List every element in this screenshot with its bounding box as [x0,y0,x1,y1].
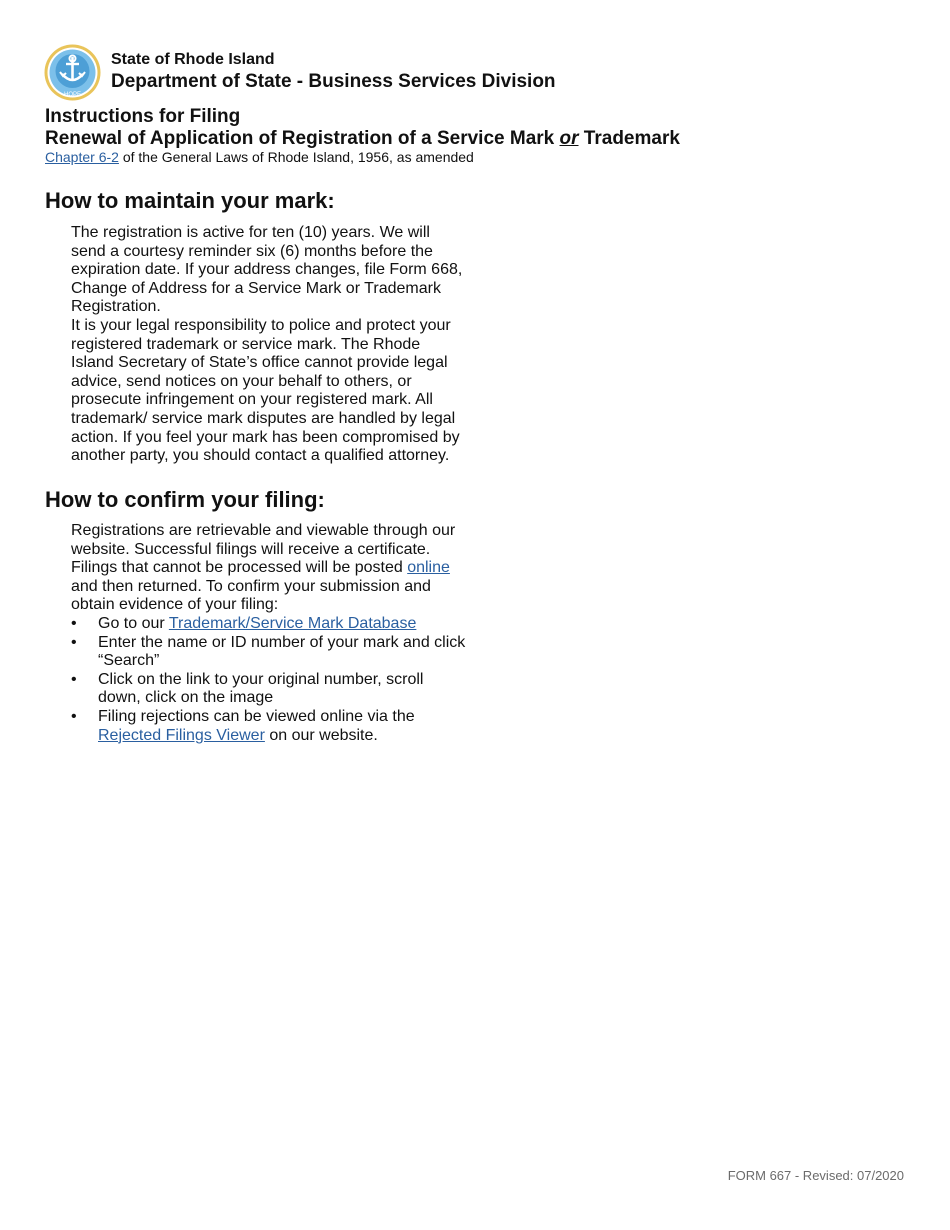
maintain-heading: How to maintain your mark: [45,188,335,213]
confirm-paragraph [71,522,466,615]
chapter-reference-text: of the General Laws of Rhode Island, 1956, as amended [118,149,474,165]
chapter-link[interactable]: Chapter 6-2 [45,149,119,165]
bullet: • [71,633,77,651]
list-item [71,615,466,634]
form-title [45,128,680,150]
confirm-paragraph-text-2: and then returned. To confirm your submission and obtain evidence of your filing: [71,577,431,614]
form-title-part1: Renewal of Application of Registration of a Service Mark [45,128,560,149]
state-seal-logo [44,44,101,101]
maintain-paragraph-1: The registration is active for ten (10) years. We will send a courtesy reminder six (6) months before the expiration date. If your address changes, file Form 668, Change of Address for a Service Mark or Trademark Registration. [71,224,463,316]
rejected-filings-viewer-link[interactable]: Rejected Filings Viewer [98,726,265,744]
list-item [71,708,466,745]
chapter-reference [45,149,474,165]
department-name: Department of State - Business Services Division [111,71,556,92]
online-link[interactable]: online [407,559,450,577]
confirm-steps-list [71,615,466,745]
confirm-paragraph-text-1: Registrations are retrievable and viewable through our website. Successful filings will receive a certificate. Filings that cannot be processed will be posted [71,522,456,577]
step-3-text: Click on the link to your original number, scroll down, click on the image [98,670,424,707]
bullet: • [71,670,77,688]
step-2-text: Enter the name or ID number of your mark and click “Search” [98,633,466,670]
list-item [71,634,466,671]
trademark-database-link[interactable]: Trademark/Service Mark Database [168,615,417,632]
form-title-part2: Trademark [578,128,680,149]
form-revision-footer: FORM 667 - Revised: 07/2020 [727,1168,904,1183]
step-4-text: Filing rejections can be viewed online via the [98,707,415,725]
instructions-heading: Instructions for Filing [45,106,241,127]
bullet: • [71,707,77,725]
step-1-text: Go to our [98,615,169,632]
anchor-seal-icon [44,44,101,101]
list-item [71,671,466,708]
confirm-heading: How to confirm your filing: [45,487,325,512]
bullet: • [71,615,77,632]
form-title-or: or [559,128,579,149]
svg-text:HOPE: HOPE [63,92,82,98]
state-name: State of Rhode Island [111,51,275,68]
step-4-suffix: on our website. [264,726,378,744]
maintain-paragraph-2: It is your legal responsibility to police and protect your registered trademark or service mark. The Rhode Island Secretary of State’s office cannot provide legal advice, send notices on your behalf to others, or prosecute infringement on your registered mark. All trademark/ service mark disputes are handled by legal action. If you feel your mark has been compromised by another party, you should contact a qualified attorney. [71,317,460,465]
